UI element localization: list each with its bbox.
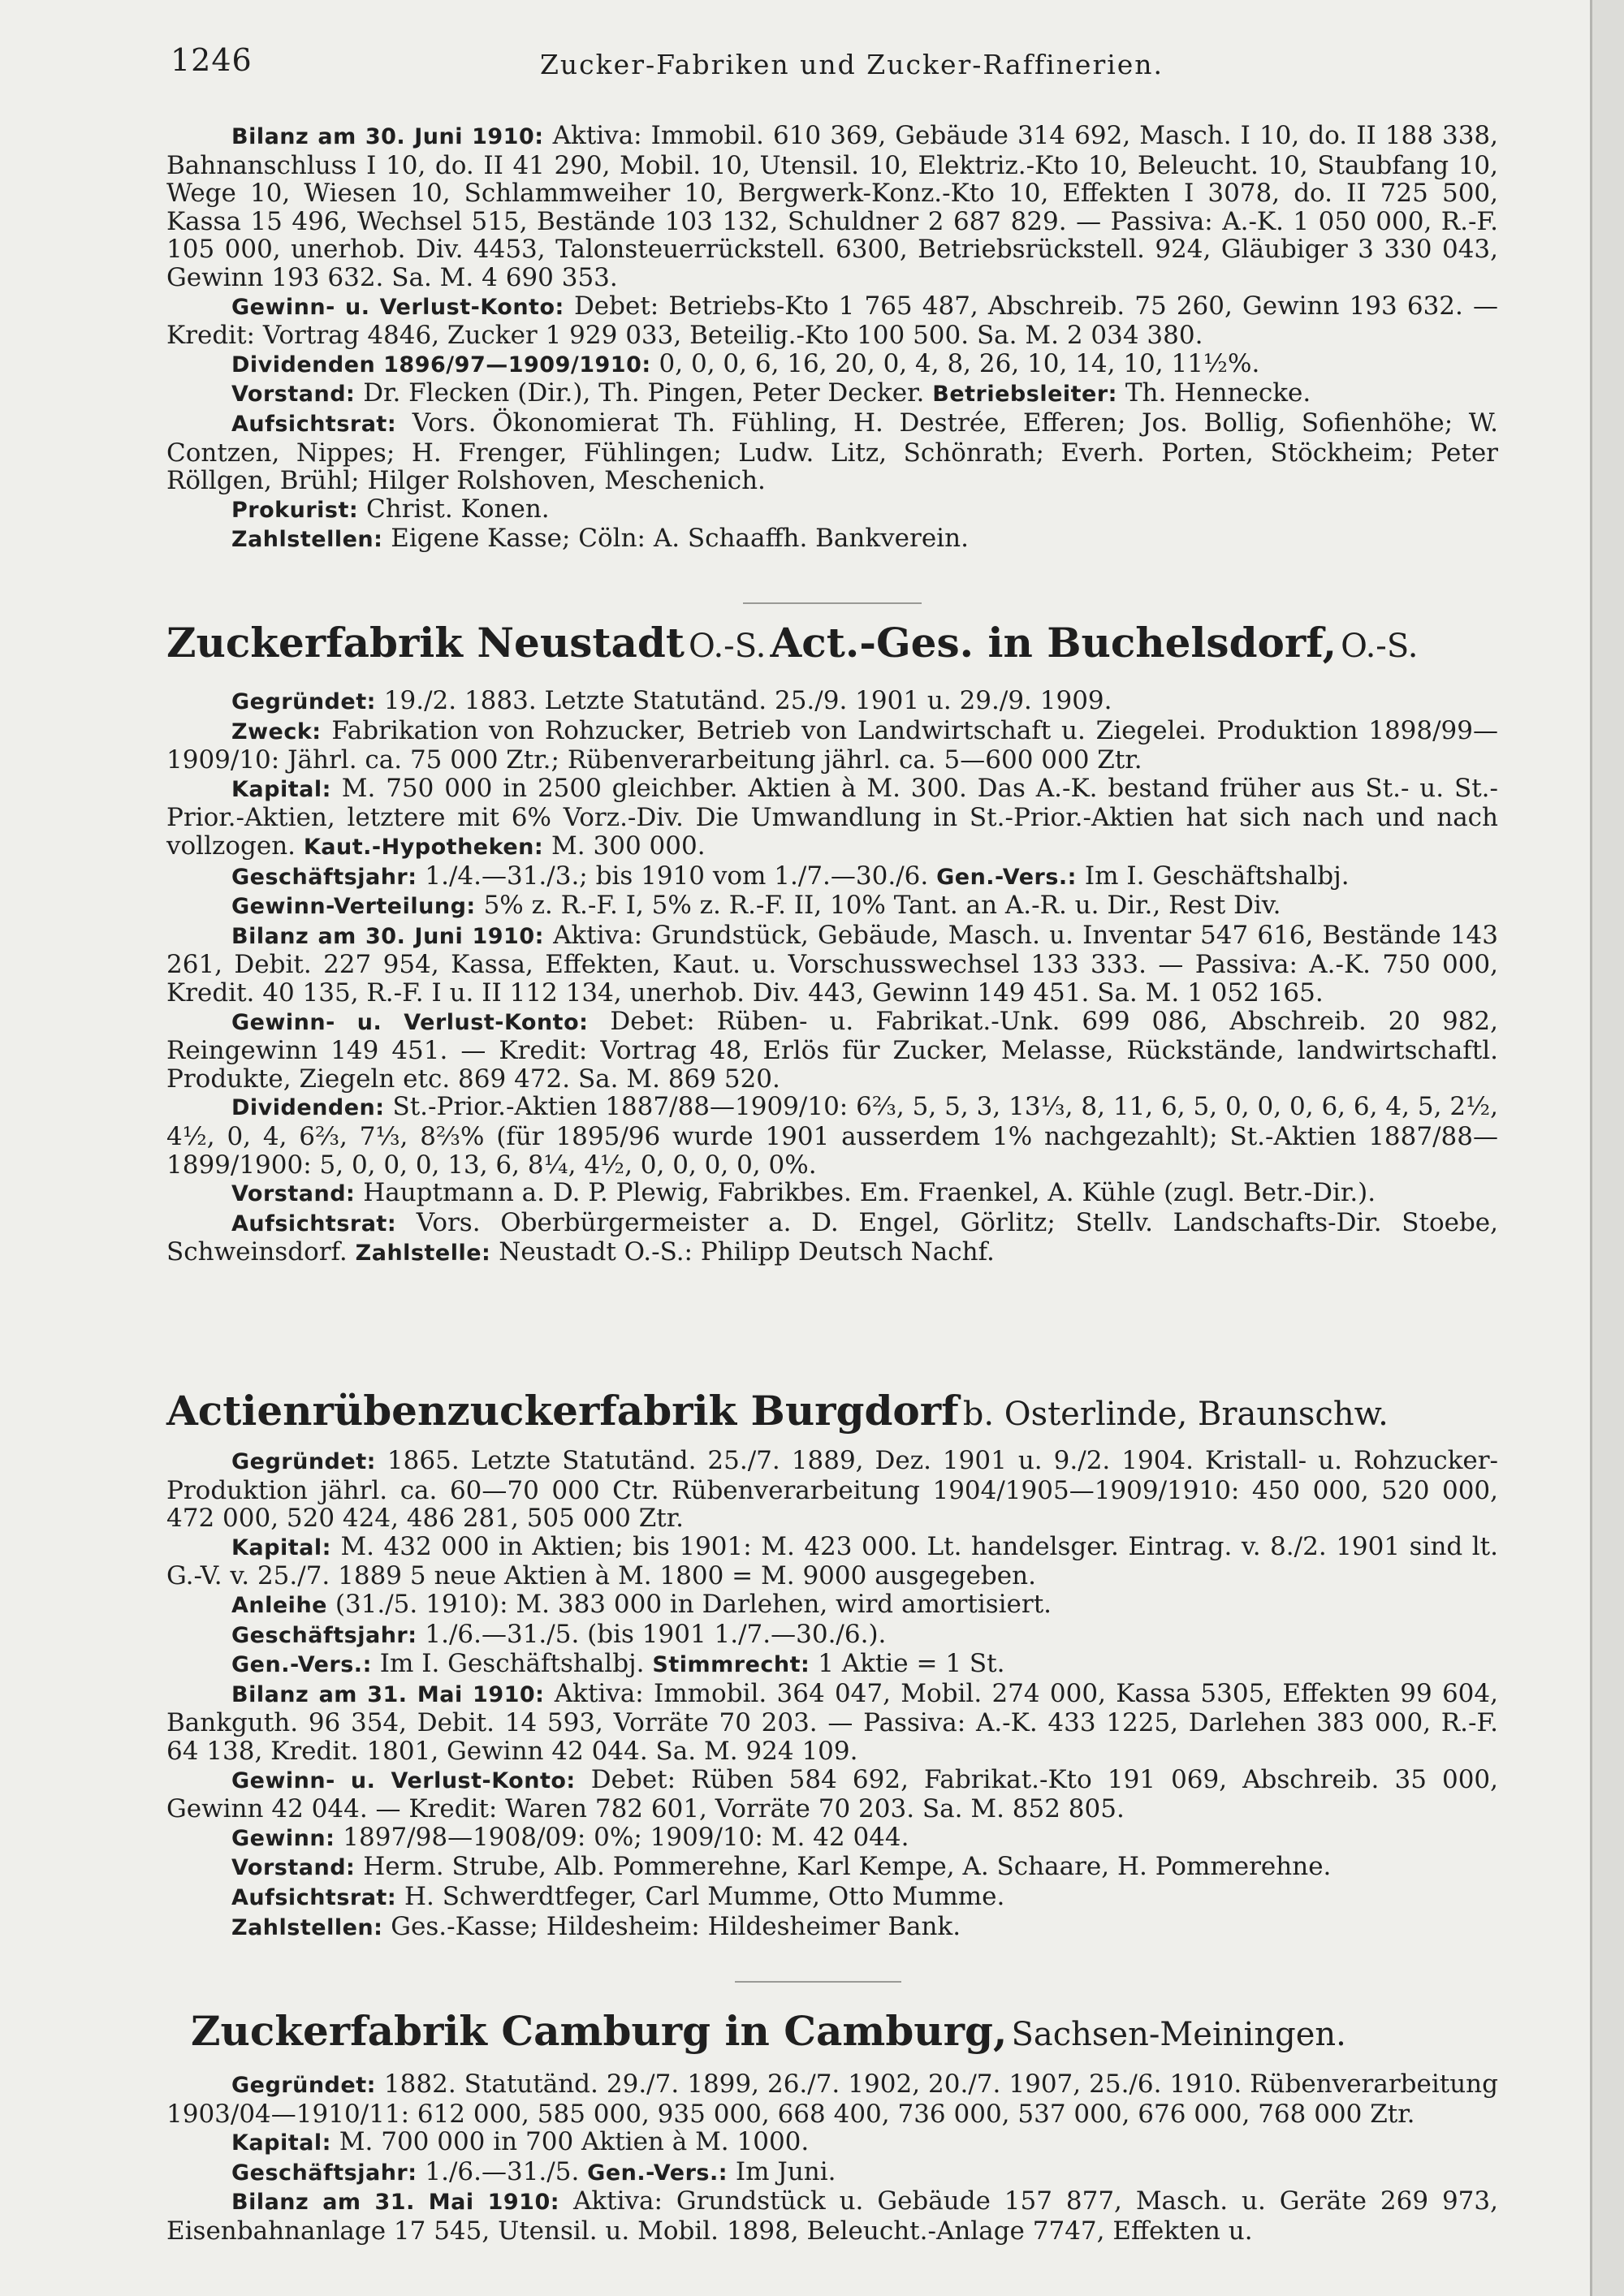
camburg-gegruendet: Gegründet: 1882. Statutänd. 29./7. 1899, 26./7. 1902, 20./7. 1907, 25./6. 1910. Rübenverarbeitung 1903/04—1910/11: 612 000, 585 000, 935 000, 668 400, 736 000, 537 000, 676 000, 768 000 Ztr. [166,2069,1498,2129]
prev-prokurist: Prokurist: Christ. Konen. [231,494,550,524]
prev-guv: Gewinn- u. Verlust-Konto: Debet: Betriebs-Kto 1 765 487, Abschreib. 75 260, Gewinn 193 632. — Kredit: Vortrag 4846, Zucker 1 929 033, Beteilig.-Kto 100 500. Sa. M. 2 034 380. [166,291,1499,351]
prev-entry-block [166,122,1498,555]
burgdorf-genvers: Gen.-Vers.: Im I. Geschäftshalbj. Stimmrecht: 1 Aktie = 1 St. [231,1649,1005,1679]
burgdorf-aufsichtsrat: Aufsichtsrat: H. Schwerdtfeger, Carl Mumme, Otto Mumme. [231,1881,1005,1911]
entry-body-burgdorf [166,1447,1498,1942]
neustadt-bilanz: Bilanz am 30. Juni 1910: Aktiva: Grundstück, Gebäude, Masch. u. Inventar 547 616, Bestände 143 261, Debit. 227 954, Kassa, Effekten, Kaut. u. Vorschusswechsel 133 333. — Passiva: A.-K. 750 000, Kredit. 40 135, R.-F. I u. II 112 134, unerhob. Div. 443, Gewinn 149 451. Sa. M. 1 052 165. [166,920,1498,1008]
section-divider [735,1981,901,1983]
prev-aufsichtsrat: Aufsichtsrat: Vors. Ökonomierat Th. Fühling, H. Destrée, Efferen; Jos. Bollig, Sofienhöhe; W. Contzen, Nippes; H. Frenger, Fühlingen; Ludw. Litz, Schönrath; Everh. Porten, Stöckheim; Peter Röllgen, Brühl; Hilger Rolshoven, Meschenich. [166,408,1498,496]
burgdorf-geschaeftsjahr: Geschäftsjahr: 1./6.—31./5. (bis 1901 1./7.—30./6.). [231,1619,887,1649]
entry-body-camburg [166,2070,1498,2246]
camburg-bilanz: Bilanz am 31. Mai 1910: Aktiva: Grundstück u. Gebäude 157 877, Masch. u. Geräte 269 973, Eisenbahnanlage 17 545, Utensil. u. Mobil. 1898, Beleucht.-Anlage 7747, Effekten u. [166,2186,1498,2246]
scan-binding-edge [1590,0,1624,2296]
neustadt-dividenden: Dividenden: St.-Prior.-Aktien 1887/88—1909/10: 6⅔, 5, 5, 3, 13⅓, 8, 11, 6, 5, 0, 0, 0, 6, 6, 4, 5, 2½, 4½, 0, 4, 6⅔, 7⅓, 8⅔% (für 1895/96 wurde 1901 ausserdem 1% nachgezahlt); St.-Aktien 1887/88—1899/1900: 5, 0, 0, 0, 13, 6, 8¼, 4½, 0, 0, 0, 0, 0%. [166,1092,1498,1180]
burgdorf-vorstand: Vorstand: Herm. Strube, Alb. Pommerehne, Karl Kempe, A. Schaare, H. Pommerehne. [231,1852,1332,1882]
neustadt-gegruendet: Gegründet: 19./2. 1883. Letzte Statutänd. 25./9. 1901 u. 29./9. 1909. [231,686,1112,715]
burgdorf-gewinn: Gewinn: 1897/98—1908/09: 0%; 1909/10: M. 42 044. [231,1822,909,1852]
prev-vorstand: Vorstand: Dr. Flecken (Dir.), Th. Pingen, Peter Decker. Betriebsleiter: Th. Hennecke. [231,378,1311,408]
prev-zahlstellen: Zahlstellen: Eigene Kasse; Cöln: A. Schaaffh. Bankverein. [231,524,969,554]
burgdorf-guv: Gewinn- u. Verlust-Konto: Debet: Rüben 584 692, Fabrikat.-Kto 191 069, Abschreib. 35 000, Gewinn 42 044. — Kredit: Waren 782 601, Vorräte 70 203. Sa. M. 852 805. [166,1764,1499,1824]
burgdorf-bilanz: Bilanz am 31. Mai 1910: Aktiva: Immobil. 364 047, Mobil. 274 000, Kassa 5305, Effekten 99 604, Bankguth. 96 354, Debit. 14 593, Vorräte 70 203. — Passiva: A.-K. 433 1225, Darlehen 383 000, R.-F. 64 138, Kredit. 1801, Gewinn 42 044. Sa. M. 924 109. [166,1678,1498,1766]
neustadt-gewinnverteilung: Gewinn-Verteilung: 5% z. R.-F. I, 5% z. R.-F. II, 10% Tant. an A.-R. u. Dir., Rest Div. [231,891,1281,921]
entry-body-neustadt [166,687,1498,1268]
page-number: 1246 [171,42,253,78]
burgdorf-zahlstellen: Zahlstellen: Ges.-Kasse; Hildesheim: Hildesheimer Bank. [231,1911,961,1941]
entry-title-camburg: Zuckerfabrik Camburg in Camburg, Sachsen-Meiningen. [191,2007,1346,2055]
neustadt-vorstand: Vorstand: Hauptmann a. D. P. Plewig, Fabrikbes. Em. Fraenkel, A. Kühle (zugl. Betr.-Dir.). [231,1178,1376,1208]
neustadt-guv: Gewinn- u. Verlust-Konto: Debet: Rüben- u. Fabrikat.-Unk. 699 086, Abschreib. 20 982, Reingewinn 149 451. — Kredit: Vortrag 48, Erlös für Zucker, Melasse, Rückstände, landwirtschaftl. Produkte, Ziegeln etc. 869 472. Sa. M. 869 520. [166,1006,1499,1094]
burgdorf-gegruendet: Gegründet: 1865. Letzte Statutänd. 25./7. 1889, Dez. 1901 u. 9./2. 1904. Kristall- u. Rohzucker-Produktion jährl. ca. 60—70 000 Ctr. Rübenverarbeitung 1904/1905—1909/1910: 450 000, 520 000, 472 000, 520 424, 486 281, 505 000 Ztr. [166,1446,1498,1534]
burgdorf-kapital: Kapital: M. 432 000 in Aktien; bis 1901: M. 423 000. Lt. handelsger. Eintrag. v. 8./2. 1901 sind lt. G.-V. v. 25./7. 1889 5 neue Aktien à M. 1800 = M. 9000 ausgegeben. [166,1531,1498,1591]
page-header [171,42,1502,91]
camburg-kapital: Kapital: M. 700 000 in 700 Aktien à M. 1000. [231,2127,810,2157]
entry-title-neustadt: Zuckerfabrik Neustadt O.-S. Act.-Ges. in Buchelsdorf, O.-S. [166,619,1419,667]
neustadt-kapital: Kapital: M. 750 000 in 2500 gleichber. Aktien à M. 300. Das A.-K. bestand früher aus St.- u. St.-Prior.-Aktien, letztere mit 6% Vorz.-Div. Die Umwandlung in St.-Prior.-Aktien hat sich nach und nach vollzogen. Kaut.-Hypotheken: M. 300 000. [166,773,1498,861]
camburg-geschaeftsjahr: Geschäftsjahr: 1./6.—31./5. Gen.-Vers.: Im Juni. [231,2156,836,2186]
neustadt-aufsichtsrat: Aufsichtsrat: Vors. Oberbürgermeister a. D. Engel, Görlitz; Stellv. Landschafts-Dir. Stoebe, Schweinsdorf. Zahlstelle: Neustadt O.-S.: Philipp Deutsch Nachf. [166,1207,1498,1267]
prev-dividenden: Dividenden 1896/97—1909/1910: 0, 0, 0, 6, 16, 20, 0, 4, 8, 26, 10, 14, 10, 11½%. [231,348,1260,378]
section-divider [743,602,922,604]
entry-title-burgdorf: Actienrübenzuckerfabrik Burgdorf b. Osterlinde, Braunschw. [166,1387,1389,1435]
neustadt-geschaeftsjahr: Geschäftsjahr: 1./4.—31./3.; bis 1910 vom 1./7.—30./6. Gen.-Vers.: Im I. Geschäftshalbj. [231,861,1350,891]
burgdorf-anleihe: Anleihe (31./5. 1910): M. 383 000 in Darlehen, wird amortisiert. [231,1589,1052,1619]
neustadt-zweck: Zweck: Fabrikation von Rohzucker, Betrieb von Landwirtschaft u. Ziegelei. Produktion 1898/99—1909/10: Jährl. ca. 75 000 Ztr.; Rübenverarbeitung jährl. ca. 5—600 000 Ztr. [166,715,1499,775]
running-title: Zucker-Fabriken und Zucker-Raffinerien. [540,49,1164,80]
prev-bilanz: Bilanz am 30. Juni 1910: Aktiva: Immobil. 610 369, Gebäude 314 692, Masch. I 10, do. II 188 338, Bahnanschluss I 10, do. II 41 290, Mobil. 10, Utensil. 10, Elektriz.-Kto 10, Beleucht. 10, Staubfang 10, Wege 10, Wiesen 10, Schlammweiher 10, Bergwerk-Konz.-Kto 10, Effekten I 3078, do. II 725 500, Kassa 15 496, Wechsel 515, Bestände 103 132, Schuldner 2 687 829. — Passiva: A.-K. 1 050 000, R.-F. 105 000, unerhob. Div. 4453, Talonsteuerrückstell. 6300, Betriebsrückstell. 924, Gläubiger 3 330 043, Gewinn 193 632. Sa. M. 4 690 353. [166,121,1499,292]
